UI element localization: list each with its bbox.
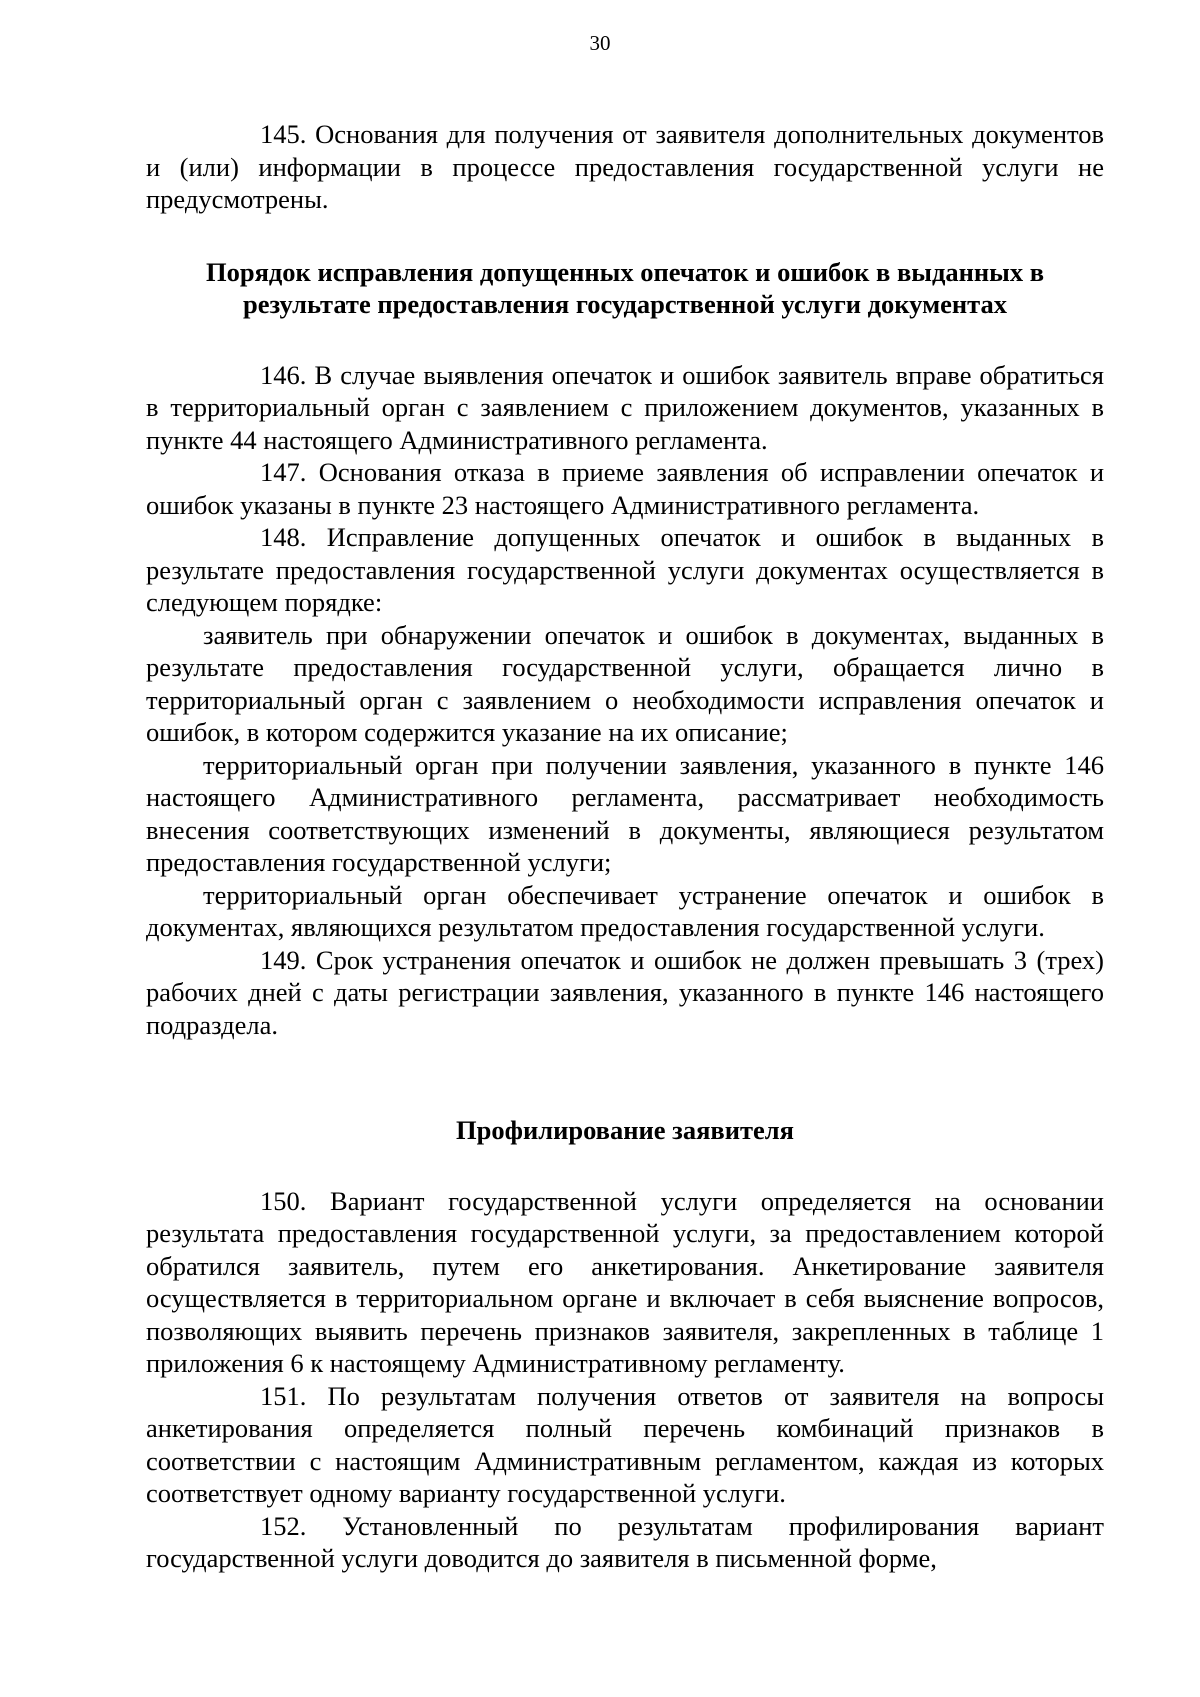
paragraph-148-item: территориальный орган обеспечивает устранение опечаток и ошибок в документах, являющихся результатом предоставления государственной услуги. [146,879,1104,942]
paragraph-text: Исправление допущенных опечаток и ошибок в выданных в результате предоставления государственной услуги документах осуществляется в следующем порядке: [146,522,1105,617]
paragraph-text: В случае выявления опечаток и ошибок заявитель вправе обратиться в территориальный орган с заявлением с приложением документов, указанных в пункте 44 настоящего Административного регламента. [146,359,1104,455]
spacer [146,1041,1104,1114]
document-body [146,118,1104,1575]
paragraph-number: 148. [260,522,307,552]
paragraph-152 [146,1510,1104,1575]
paragraph-text: Вариант государственной услуги определяется на основании результата предоставления государственной услуги, за предоставлением которой обратился заявитель, путем его анкетирования. Анкетирование заявителя осуществляется в территориальном органе и включает в себя выяснение вопросов, позволяющих выявить перечень признаков заявителя, закрепленных в таблице 1 приложения 6 к настоящему Административному регламенту. [146,1185,1104,1378]
paragraph-151 [146,1380,1104,1510]
paragraph-text: По результатам получения ответов от заявителя на вопросы анкетирования определяется полный перечень комбинаций признаков в соответствии с настоящим Административным регламентом, каждая из которых соответствует одному варианту государственной услуги. [146,1380,1104,1508]
paragraph-146 [146,359,1104,457]
paragraph-number: 151. [260,1380,307,1411]
paragraph-number: 150. [260,1185,307,1216]
paragraph-149 [146,944,1104,1042]
paragraph-145 [146,118,1104,216]
paragraph-number: 146. [260,359,307,390]
paragraph-148 [146,521,1104,619]
spacer [146,216,1104,256]
paragraph-148-item: территориальный орган при получении заявления, указанного в пункте 146 настоящего Административного регламента, рассматривает необходимость внесения соответствующих изменений в документы, являющиеся результатом предоставления государственной услуги; [146,749,1104,877]
spacer [146,1147,1104,1185]
section-heading-profiling: Профилирование заявителя [456,1115,794,1145]
paragraph-text: Основания для получения от заявителя дополнительных документов и (или) информации в процессе предоставления государственной услуги не предусмотрены. [146,119,1104,214]
page-number: 30 [589,31,611,55]
paragraph-number: 147. [260,457,307,487]
paragraph-150 [146,1185,1104,1380]
paragraph-text: Срок устранения опечаток и ошибок не должен превышать 3 (трех) рабочих дней с даты регистрации заявления, указанного в пункте 146 настоящего подраздела. [146,944,1104,1040]
paragraph-text: Основания отказа в приеме заявления об исправлении опечаток и ошибок указаны в пункте 23 настоящего Административного регламента. [146,457,1105,520]
section-heading-error-correction: Порядок исправления допущенных опечаток и ошибок в выданных в результате предоставления государственной услуги документах [205,256,1045,319]
paragraph-number: 152. [260,1510,307,1541]
paragraph-147 [146,456,1104,521]
paragraph-148-item: заявитель при обнаружении опечаток и ошибок в документах, выданных в результате предоставления государственной услуги, обращается лично в территориальный орган с заявлением о необходимости исправления опечаток и ошибок, в котором содержится указание на их описание; [146,619,1104,747]
paragraph-text: Установленный по результатам профилирования вариант государственной услуги доводится до заявителя в письменной форме, [146,1510,1105,1573]
spacer [146,321,1104,359]
paragraph-number: 145. [260,119,307,149]
paragraph-number: 149. [260,944,307,975]
